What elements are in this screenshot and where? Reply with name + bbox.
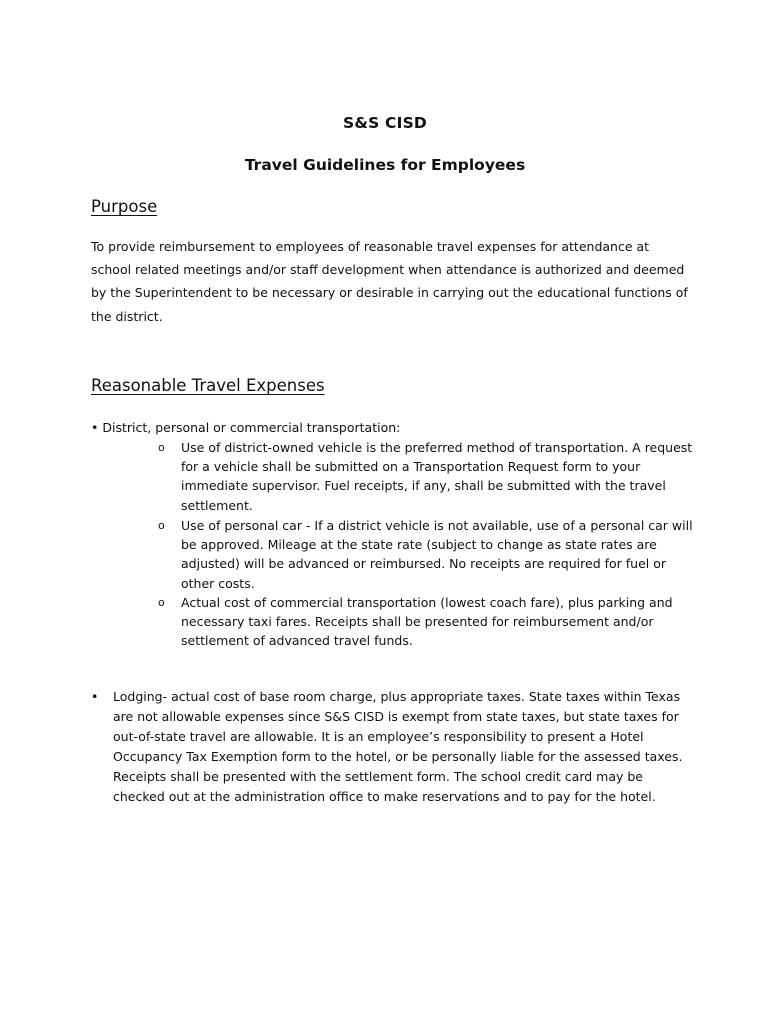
- organization-name: S&S CISD: [342, 114, 427, 132]
- sub-item-text: Actual cost of commercial transportation (lowest coach fare), plus parking and necessary taxi fares. Receipts shall be presented for reimbursement and/or settlement of advanced travel funds.: [181, 595, 673, 649]
- sub-item-text: Use of personal car - If a district vehicle is not available, use of a personal car will be approved. Mileage at the state rate (subject to change as state rates are adjusted) will be advanced or reimbursed. No receipts are required for fuel or other costs.: [181, 518, 693, 591]
- sub-item-personal-car: [158, 516, 698, 593]
- reasonable-expenses-heading: Reasonable Travel Expenses: [91, 376, 325, 395]
- sub-bullet-mark: o: [158, 596, 165, 609]
- bullet-mark: •: [91, 420, 99, 435]
- purpose-heading: Purpose: [91, 197, 158, 216]
- lodging-text: Lodging- actual cost of base room charge, plus appropriate taxes. State taxes within Texas are not allowable expenses since S&S CISD is exempt from state taxes, but state taxes for out-of-state travel are allowable. It is an employee’s responsibility to present a Hotel Occupancy Tax Exemption form to the hotel, or be personally liable for the assessed taxes. Receipts shall be presented with the settlement form. The school credit card may be checked out at the administration office to make reservations and to pay for the hotel.: [113, 689, 683, 804]
- sub-bullet-mark: o: [158, 441, 165, 454]
- sub-item-district-vehicle: [158, 438, 698, 515]
- transportation-label: District, personal or commercial transportation:: [102, 420, 401, 435]
- bullet-mark: •: [91, 689, 99, 704]
- document-title: Travel Guidelines for Employees: [244, 156, 526, 174]
- sub-item-commercial-transport: [158, 593, 698, 651]
- sub-bullet-mark: o: [158, 519, 165, 532]
- transportation-bullet: [91, 418, 400, 437]
- lodging-bullet: [91, 687, 691, 807]
- sub-item-text: Use of district-owned vehicle is the preferred method of transportation. A request for a vehicle shall be submitted on a Transportation Request form to your immediate supervisor. Fuel receipts, if any, shall be submitted with the travel settlement.: [181, 440, 693, 513]
- purpose-paragraph: To provide reimbursement to employees of reasonable travel expenses for attendance at school related meetings and/or staff development when attendance is authorized and deemed by the Superintendent to be necessary or desirable in carrying out the educational functions of the district.: [91, 239, 688, 324]
